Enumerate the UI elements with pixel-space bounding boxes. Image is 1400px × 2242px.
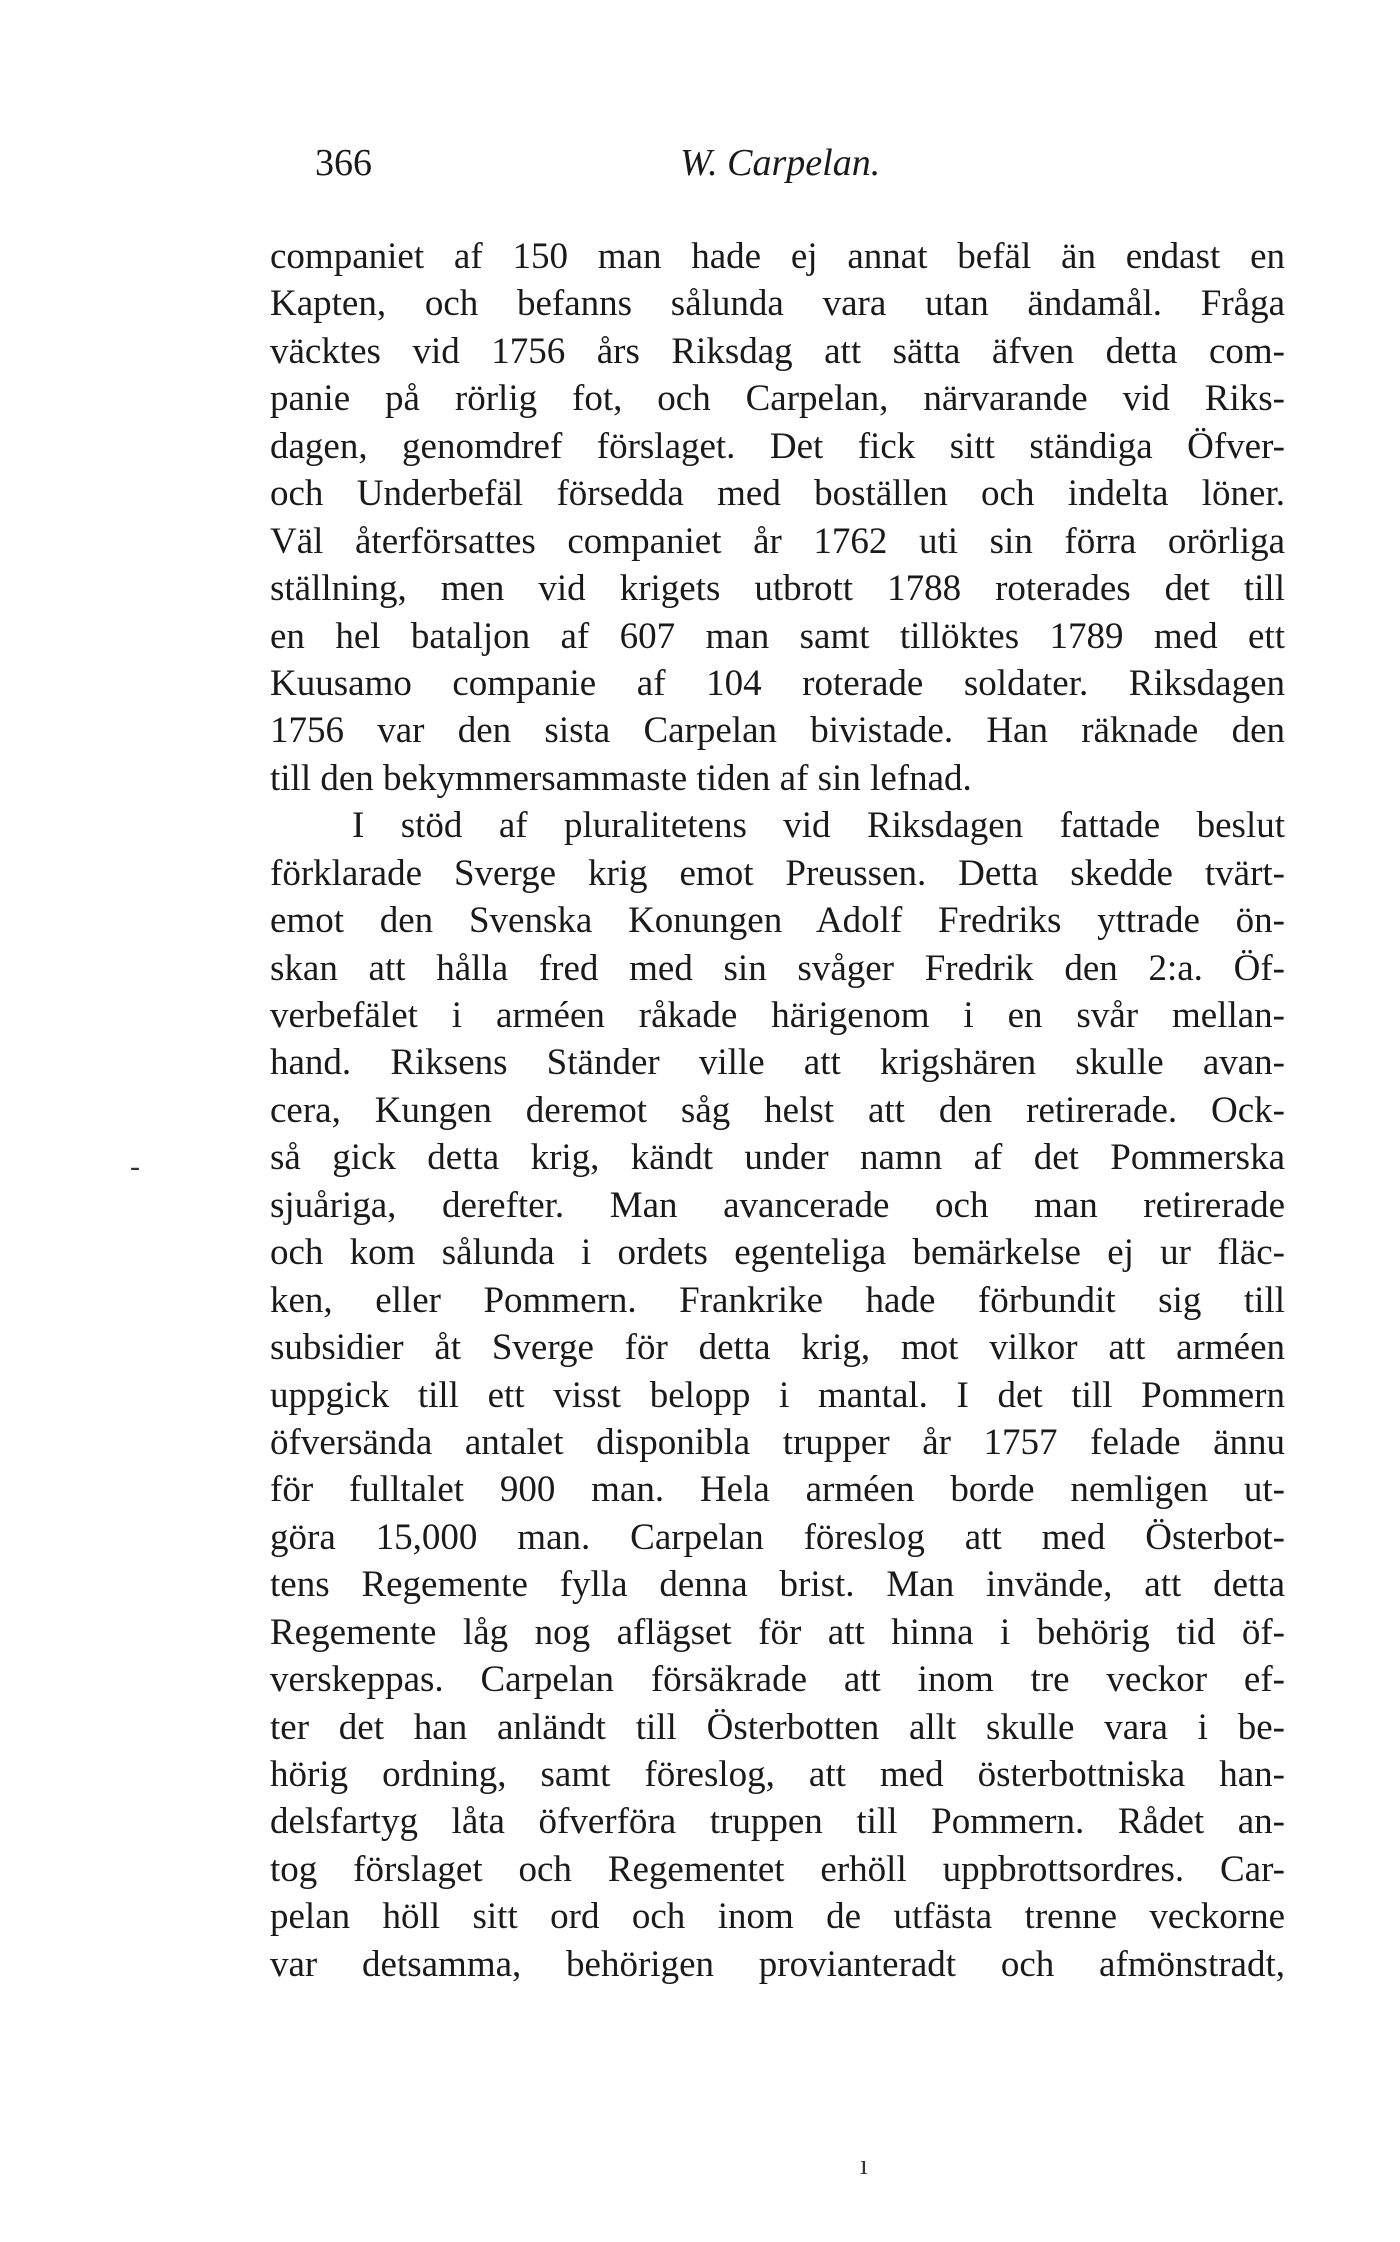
text-line: Regemente låg nog aflägset för att hinna i behörig tid öf- xyxy=(270,1611,1285,1653)
text-line: 1756 var den sista Carpelan bivistade. Han räknade den xyxy=(270,710,1285,752)
text-line: förklarade Sverge krig emot Preussen. Detta skedde tvärt- xyxy=(270,852,1285,894)
text-line: panie på rörlig fot, och Carpelan, närvarande vid Riks- xyxy=(270,378,1285,420)
text-line: till den bekymmersammaste tiden af sin lefnad. xyxy=(270,757,972,799)
text-line: subsidier åt Sverge för detta krig, mot vilkor att arméen xyxy=(270,1327,1285,1369)
text-line: Kapten, och befanns sålunda vara utan ändamål. Fråga xyxy=(270,283,1285,325)
text-line: så gick detta krig, kändt under namn af det Pommerska xyxy=(270,1137,1285,1179)
page-number: 366 xyxy=(315,142,372,184)
text-line: ställning, men vid krigets utbrott 1788 roterades det till xyxy=(270,568,1285,610)
text-line: delsfartyg låta öfverföra truppen till Pommern. Rådet an- xyxy=(270,1801,1285,1843)
text-line: uppgick till ett visst belopp i mantal. I det till Pommern xyxy=(270,1374,1285,1416)
page-header xyxy=(315,138,1315,198)
text-line: emot den Svenska Konungen Adolf Fredriks yttrade ön- xyxy=(270,900,1285,942)
text-line: verskeppas. Carpelan försäkrade att inom tre veckor ef- xyxy=(270,1659,1285,1701)
text-line: var detsamma, behörigen provianteradt och afmönstradt, xyxy=(270,1943,1285,1985)
text-line: ter det han anländt till Österbotten allt skulle vara i be- xyxy=(270,1706,1285,1748)
text-line: Väl återförsattes companiet år 1762 uti sin förra orörliga xyxy=(270,520,1285,562)
text-line: dagen, genomdref förslaget. Det fick sitt ständiga Öfver- xyxy=(270,425,1285,467)
text-line: en hel bataljon af 607 man samt tillöktes 1789 med ett xyxy=(270,615,1285,657)
text-line: companiet af 150 man hade ej annat befäl än endast en xyxy=(270,236,1285,277)
text-line: skan att hålla fred med sin svåger Fredrik den 2:a. Öf- xyxy=(270,947,1285,989)
running-head: W. Carpelan. xyxy=(680,142,881,184)
text-line: hand. Riksens Ständer ville att krigshären skulle avan- xyxy=(270,1042,1285,1084)
body-text xyxy=(270,233,1285,1988)
text-line: öfversända antalet disponibla trupper år 1757 felade ännu xyxy=(270,1421,1285,1463)
text-line: Kuusamo companie af 104 roterade soldater. Riksdagen xyxy=(270,662,1285,704)
text-line: sjuåriga, derefter. Man avancerade och man retirerade xyxy=(270,1184,1285,1226)
stray-mark: ı xyxy=(860,2150,868,2181)
text-line: cera, Kungen deremot såg helst att den retirerade. Ock- xyxy=(270,1089,1285,1131)
paragraph-start-line: I stöd af pluralitetens vid Riksdagen fattade beslut xyxy=(352,805,1285,847)
text-line: och kom sålunda i ordets egenteliga bemärkelse ej ur fläc- xyxy=(270,1232,1285,1274)
text-line: för fulltalet 900 man. Hela arméen borde nemligen ut- xyxy=(270,1469,1285,1511)
text-line: och Underbefäl försedda med boställen och indelta löner. xyxy=(270,473,1285,515)
margin-mark: - xyxy=(130,1150,140,1183)
text-line: ken, eller Pommern. Frankrike hade förbundit sig till xyxy=(270,1279,1285,1321)
text-line: hörig ordning, samt föreslog, att med österbottniska han- xyxy=(270,1754,1285,1795)
text-line: tog förslaget och Regementet erhöll uppbrottsordres. Car- xyxy=(270,1848,1285,1890)
text-line: tens Regemente fylla denna brist. Man invände, att detta xyxy=(270,1564,1285,1606)
text-line: väcktes vid 1756 års Riksdag att sätta äfven detta com- xyxy=(270,330,1285,372)
text-line: pelan höll sitt ord och inom de utfästa trenne veckorne xyxy=(270,1896,1285,1938)
text-line: verbefälet i arméen råkade härigenom i en svår mellan- xyxy=(270,995,1285,1036)
text-line: göra 15,000 man. Carpelan föreslog att med Österbot- xyxy=(270,1516,1285,1558)
